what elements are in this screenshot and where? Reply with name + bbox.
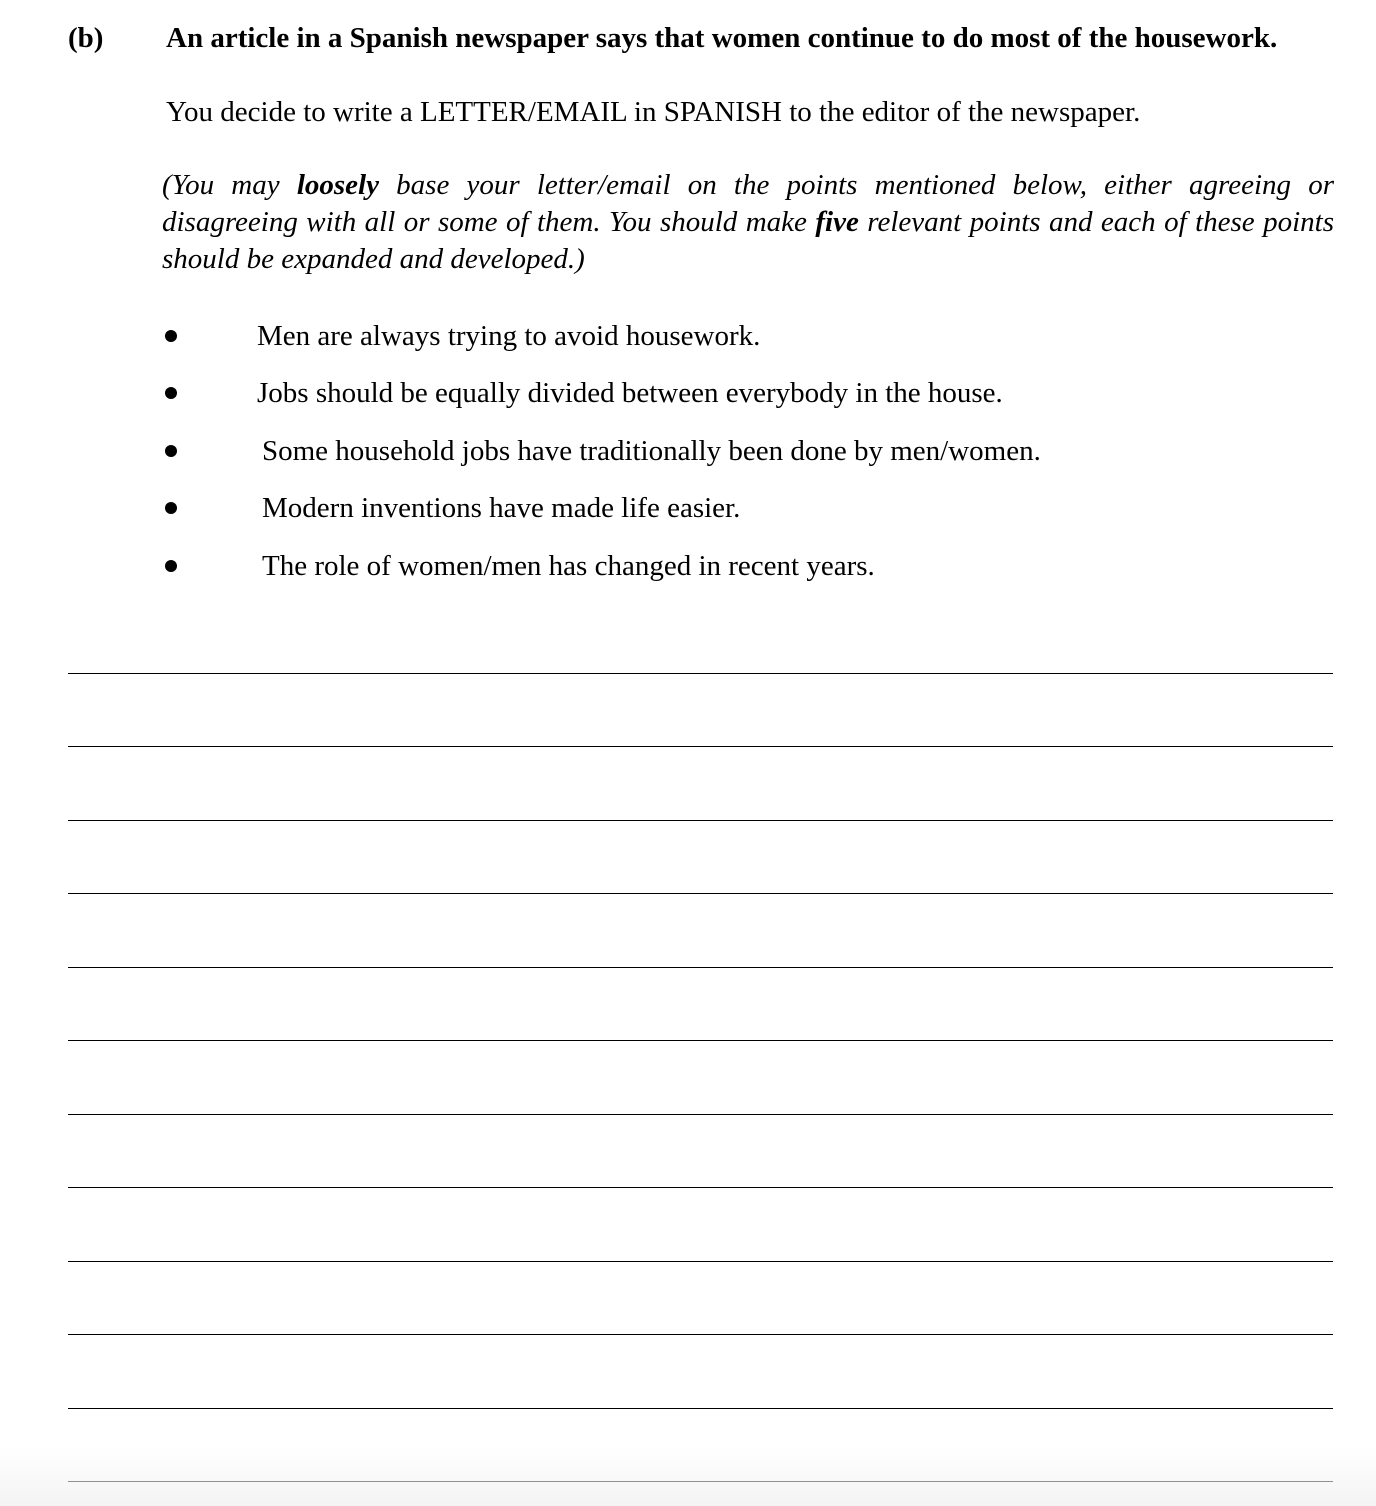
answer-line[interactable] bbox=[68, 893, 1333, 894]
question-label: (b) bbox=[68, 22, 104, 54]
bullet-text: Some household jobs have traditionally been done by men/women. bbox=[262, 435, 1041, 467]
instructions-part-1: (You may bbox=[162, 169, 297, 201]
instructions-part-2: base your letter/email on the points mentioned below, either agreeing or disagreeing with all or some of them. You should make bbox=[162, 169, 1334, 238]
answer-line[interactable] bbox=[68, 1040, 1333, 1041]
bullet-text: The role of women/men has changed in recent years. bbox=[262, 550, 875, 582]
instructions-emphasis-five: five bbox=[815, 206, 859, 238]
instructions-emphasis-loosely: loosely bbox=[296, 169, 379, 201]
answer-line[interactable] bbox=[68, 1481, 1333, 1482]
answer-line[interactable] bbox=[68, 746, 1333, 747]
answer-line[interactable] bbox=[68, 673, 1333, 674]
question-heading: An article in a Spanish newspaper says that women continue to do most of the housework. bbox=[166, 22, 1278, 54]
answer-line[interactable] bbox=[68, 820, 1333, 821]
bullet-text: Modern inventions have made life easier. bbox=[262, 492, 741, 524]
bullet-text: Men are always trying to avoid housework. bbox=[257, 320, 761, 352]
answer-line[interactable] bbox=[68, 1261, 1333, 1262]
answer-line[interactable] bbox=[68, 1114, 1333, 1115]
task-description: You decide to write a LETTER/EMAIL in SPANISH to the editor of the newspaper. bbox=[166, 96, 1141, 128]
answer-line[interactable] bbox=[68, 1187, 1333, 1188]
instructions-part-3: relevant points and each of these points should be expanded and developed.) bbox=[162, 206, 1335, 275]
bullet-text: Jobs should be equally divided between everybody in the house. bbox=[257, 377, 1003, 409]
answer-line[interactable] bbox=[68, 967, 1333, 968]
answer-line[interactable] bbox=[68, 1408, 1333, 1409]
answer-line[interactable] bbox=[68, 1334, 1333, 1335]
